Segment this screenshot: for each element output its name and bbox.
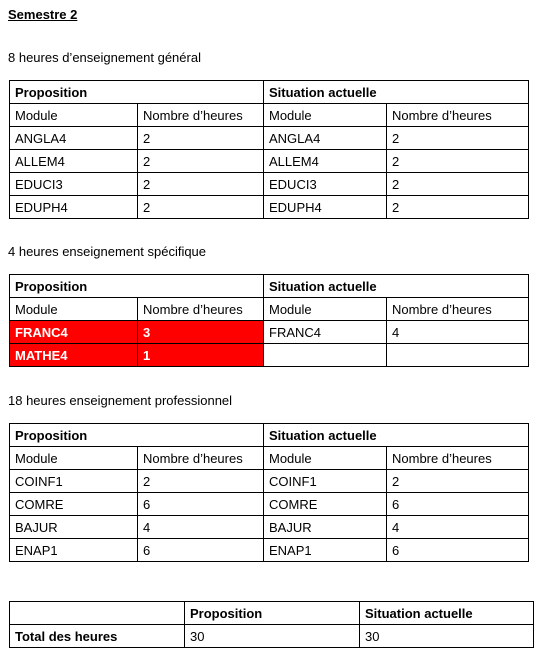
section-heading-specific: 4 heures enseignement spécifique (8, 244, 207, 259)
page-title: Semestre 2 (8, 7, 78, 22)
table-column-header (10, 298, 529, 321)
column-hours: Nombre d’heures (138, 298, 264, 321)
table-professional (9, 423, 529, 562)
table-group-header (10, 81, 529, 104)
situation-hours: 6 (387, 539, 529, 562)
section-heading-professional: 18 heures enseignement professionnel (8, 393, 233, 408)
situation-module: COMRE (264, 493, 387, 516)
column-hours: Nombre d’heures (387, 447, 529, 470)
column-module: Module (10, 447, 138, 470)
totals-row (10, 625, 534, 648)
proposition-module-highlighted: FRANC4 (10, 321, 138, 344)
column-hours: Nombre d’heures (387, 298, 529, 321)
situation-module: ALLEM4 (264, 150, 387, 173)
totals-situation-header: Situation actuelle (360, 602, 534, 625)
column-module: Module (10, 104, 138, 127)
proposition-header: Proposition (10, 81, 264, 104)
column-hours: Nombre d’heures (387, 104, 529, 127)
table-row (10, 127, 529, 150)
proposition-hours: 2 (138, 150, 264, 173)
totals-situation-value: 30 (360, 625, 534, 648)
situation-header: Situation actuelle (264, 424, 529, 447)
column-module: Module (264, 447, 387, 470)
proposition-hours: 2 (138, 173, 264, 196)
situation-hours: 4 (387, 321, 529, 344)
situation-header: Situation actuelle (264, 81, 529, 104)
proposition-module: COINF1 (10, 470, 138, 493)
proposition-hours-highlighted: 3 (138, 321, 264, 344)
proposition-module-highlighted: MATHE4 (10, 344, 138, 367)
situation-module: EDUPH4 (264, 196, 387, 219)
totals-header-row (10, 602, 534, 625)
proposition-hours: 2 (138, 127, 264, 150)
table-row (10, 344, 529, 367)
table-specific (9, 274, 529, 367)
section-heading-general: 8 heures d’enseignement général (8, 50, 201, 65)
table-row (10, 539, 529, 562)
column-module: Module (264, 298, 387, 321)
table-row (10, 493, 529, 516)
table-column-header (10, 104, 529, 127)
proposition-header: Proposition (10, 275, 264, 298)
proposition-module: ALLEM4 (10, 150, 138, 173)
proposition-hours: 6 (138, 539, 264, 562)
proposition-hours: 6 (138, 493, 264, 516)
table-row (10, 150, 529, 173)
table-general (9, 80, 529, 219)
table-group-header (10, 424, 529, 447)
situation-hours: 2 (387, 173, 529, 196)
table-row (10, 321, 529, 344)
situation-hours: 4 (387, 516, 529, 539)
proposition-hours-highlighted: 1 (138, 344, 264, 367)
column-hours: Nombre d’heures (138, 447, 264, 470)
situation-hours (387, 344, 529, 367)
totals-row-label: Total des heures (10, 625, 185, 648)
proposition-hours: 2 (138, 470, 264, 493)
situation-header: Situation actuelle (264, 275, 529, 298)
proposition-hours: 4 (138, 516, 264, 539)
table-group-header (10, 275, 529, 298)
table-column-header (10, 447, 529, 470)
table-row (10, 516, 529, 539)
situation-module: FRANC4 (264, 321, 387, 344)
totals-empty-cell (10, 602, 185, 625)
situation-module: ENAP1 (264, 539, 387, 562)
proposition-module: EDUPH4 (10, 196, 138, 219)
situation-hours: 2 (387, 196, 529, 219)
totals-proposition-value: 30 (185, 625, 360, 648)
proposition-header: Proposition (10, 424, 264, 447)
proposition-module: COMRE (10, 493, 138, 516)
totals-table (9, 601, 534, 648)
situation-module: COINF1 (264, 470, 387, 493)
column-module: Module (10, 298, 138, 321)
situation-hours: 6 (387, 493, 529, 516)
table-row (10, 196, 529, 219)
situation-module: ANGLA4 (264, 127, 387, 150)
situation-module: EDUCI3 (264, 173, 387, 196)
situation-hours: 2 (387, 150, 529, 173)
proposition-hours: 2 (138, 196, 264, 219)
proposition-module: BAJUR (10, 516, 138, 539)
situation-hours: 2 (387, 470, 529, 493)
situation-hours: 2 (387, 127, 529, 150)
column-module: Module (264, 104, 387, 127)
situation-module: BAJUR (264, 516, 387, 539)
proposition-module: ENAP1 (10, 539, 138, 562)
column-hours: Nombre d’heures (138, 104, 264, 127)
proposition-module: EDUCI3 (10, 173, 138, 196)
table-row (10, 470, 529, 493)
totals-proposition-header: Proposition (185, 602, 360, 625)
situation-module (264, 344, 387, 367)
table-row (10, 173, 529, 196)
proposition-module: ANGLA4 (10, 127, 138, 150)
